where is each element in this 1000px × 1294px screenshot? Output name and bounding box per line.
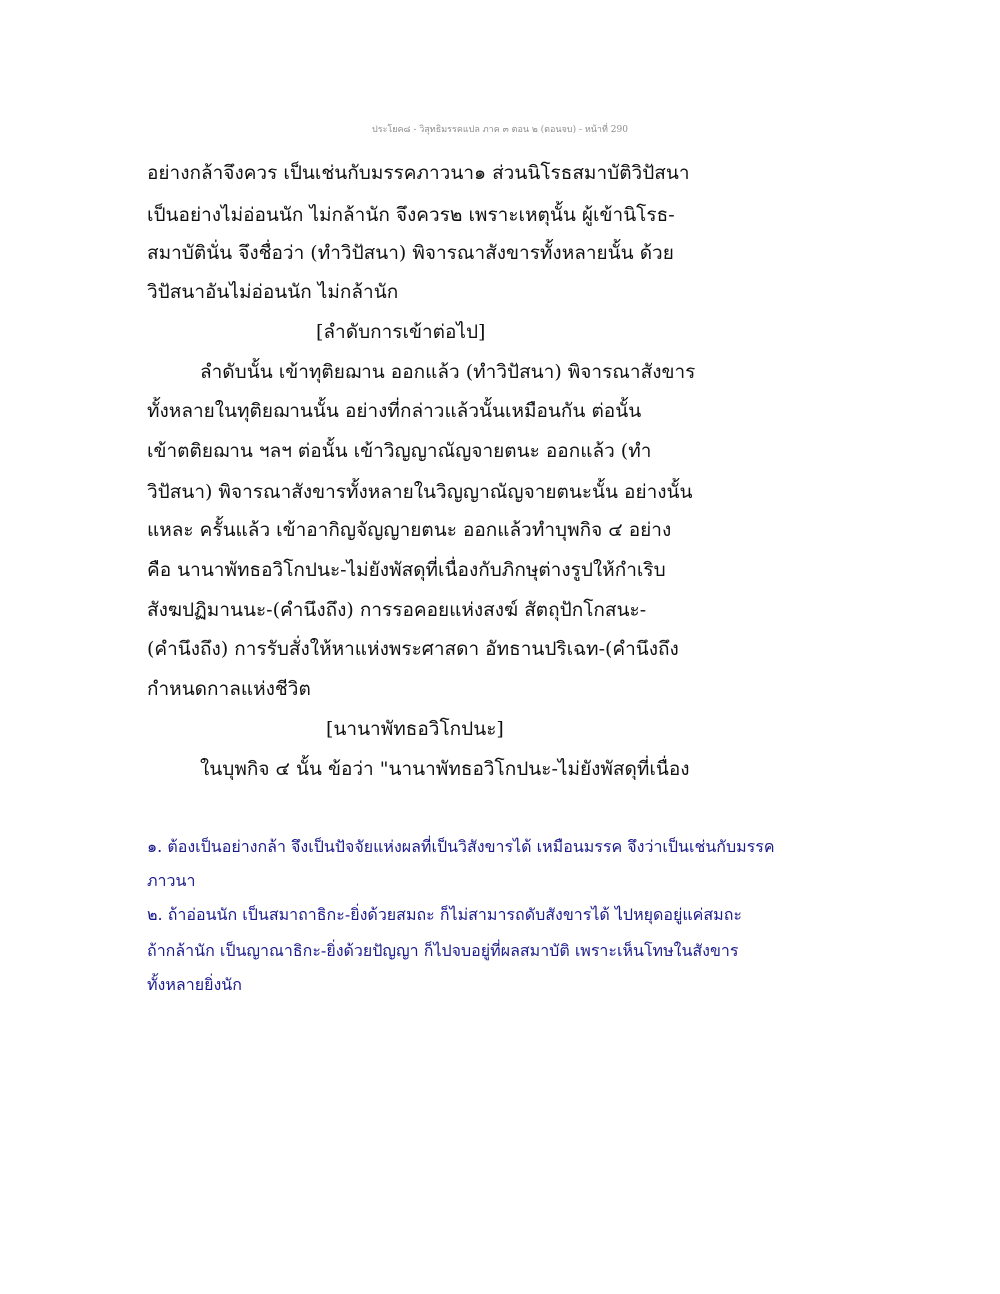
footnote-2-line: ๒. ถ้าอ่อนนัก เป็นสมาถาธิกะ-ยิ่งด้วยสมถะ ก็ไม่สามารถดับสังขารได้ ไปหยุดอยู่แค่สมถะ (147, 905, 742, 924)
body-line: คือ นานาพัทธอวิโกปนะ-ไม่ยังพัสดุที่เนื่องกับภิกษุต่างรูปให้กำเริบ (147, 559, 666, 581)
body-line: แหละ ครั้นแล้ว เข้าอากิญจัญญายตนะ ออกแล้วทำบุพกิจ ๔ อย่าง (147, 519, 672, 541)
body-line: ลำดับนั้น เข้าทุติยฌาน ออกแล้ว (ทำวิปัสนา) พิจารณาสังขาร (200, 361, 696, 383)
footnote-2-line: ถ้ากล้านัก เป็นญาณาธิกะ-ยิ่งด้วยปัญญา ก็ไปจบอยู่ที่ผลสมาบัติ เพราะเห็นโทษในสังขาร (147, 941, 739, 960)
footnote-2-line: ทั้งหลายยิ่งนัก (147, 975, 242, 994)
body-line: อย่างกล้าจึงควร เป็นเช่นกับมรรคภาวนา๑ ส่วนนิโรธสมาบัติวิปัสนา (147, 162, 690, 184)
footnote-1-line: ๑. ต้องเป็นอย่างกล้า จึงเป็นปัจจัยแห่งผลที่เป็นวิสังขารได้ เหมือนมรรค จึงว่าเป็นเช่นกับมรรค (147, 837, 775, 856)
body-line: สังฆปฏิมานนะ-(คำนึงถึง) การรอคอยแห่งสงฆ์ สัตถุปักโกสนะ- (147, 599, 647, 621)
section-heading: [นานาพัทธอวิโกปนะ] (326, 718, 504, 740)
body-line: เข้าตติยฌาน ฯลฯ ต่อนั้น เข้าวิญญาณัญจายตนะ ออกแล้ว (ทำ (147, 440, 652, 462)
body-line: ทั้งหลายในทุติยฌานนั้น อย่างที่กล่าวแล้วนั้นเหมือนกัน ต่อนั้น (147, 400, 642, 422)
body-line: วิปัสนาอันไม่อ่อนนัก ไม่กล้านัก (147, 281, 399, 303)
running-header: ประโยค๘ - วิสุทธิมรรคแปล ภาค ๓ ตอน ๒ (ตอนจบ) - หน้าที่ 290 (372, 125, 628, 135)
body-line: ในบุพกิจ ๔ นั้น ข้อว่า "นานาพัทธอวิโกปนะ-ไม่ยังพัสดุที่เนื่อง (200, 758, 690, 780)
body-line: (คำนึงถึง) การรับสั่งให้หาแห่งพระศาสดา อัทธานปริเฉท-(คำนึงถึง (147, 638, 679, 660)
body-line: สมาบัตินั่น จึงชื่อว่า (ทำวิปัสนา) พิจารณาสังขารทั้งหลายนั้น ด้วย (147, 242, 674, 264)
body-line: วิปัสนา) พิจารณาสังขารทั้งหลายในวิญญาณัญจายตนะนั้น อย่างนั้น (147, 481, 693, 503)
body-line: เป็นอย่างไม่อ่อนนัก ไม่กล้านัก จึงควร๒ เพราะเหตุนั้น ผู้เข้านิโรธ- (147, 204, 675, 226)
body-line: กำหนดกาลแห่งชีวิต (147, 678, 311, 700)
section-heading: [ลำดับการเข้าต่อไป] (316, 321, 486, 343)
footnote-1-line: ภาวนา (147, 871, 196, 890)
